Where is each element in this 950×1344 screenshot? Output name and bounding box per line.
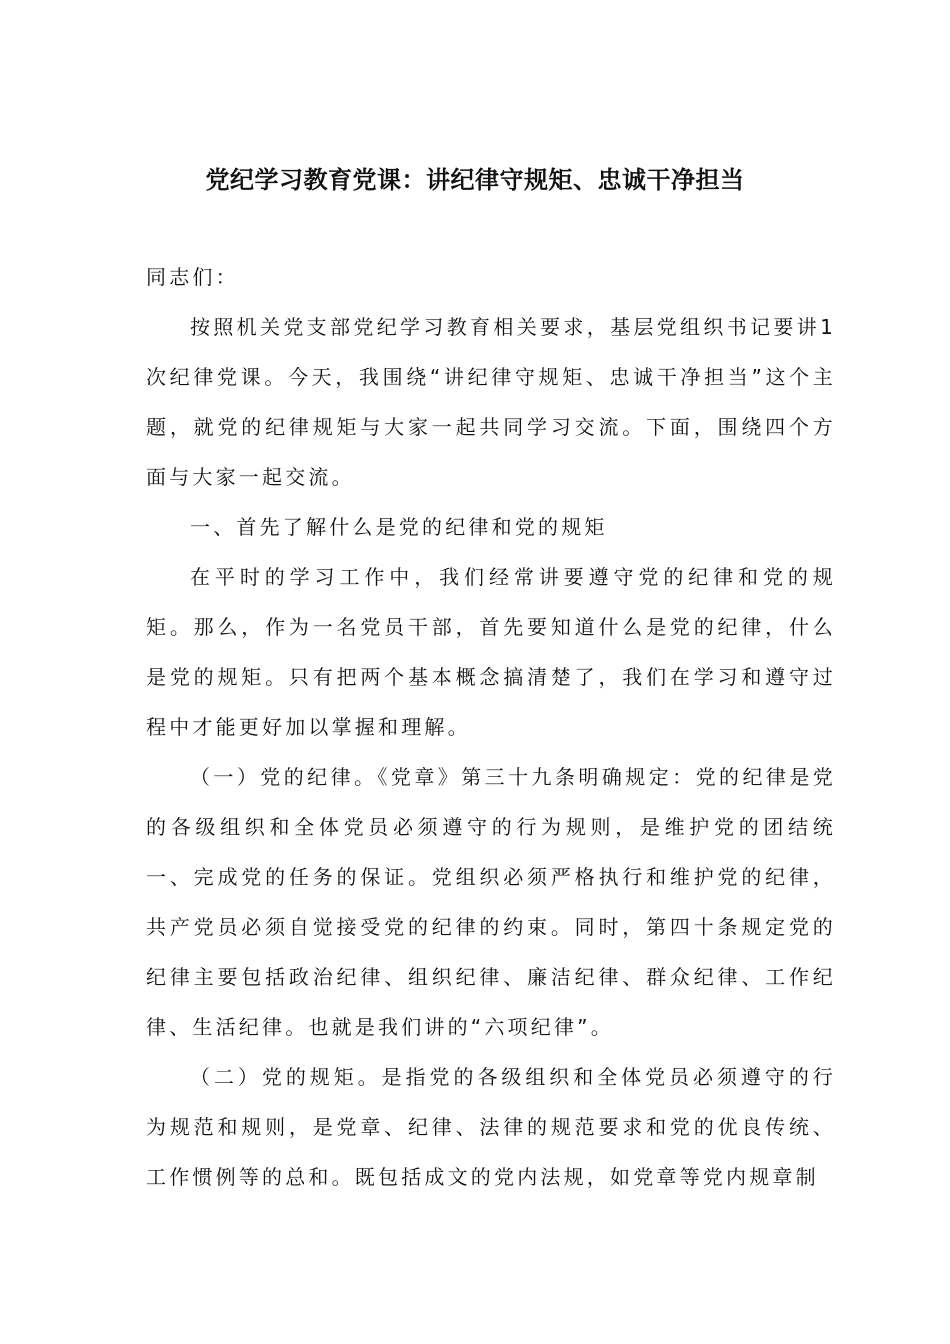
paragraph-section-1: 在平时的学习工作中，我们经常讲要遵守党的纪律和党的规矩。那么，作为一名党员干部，首先要知道什么是党的纪律，什么是党的规矩。只有把两个基本概念搞清楚了，我们在学习和遵守过程中才能更好加以掌握和理解。	[146, 565, 836, 739]
paragraph-party-discipline: （一）党的纪律。《党章》第三十九条明确规定：党的纪律是党的各级组织和全体党员必须遵守的行为规则，是维护党的团结统一、完成党的任务的保证。党组织必须严格执行和维护党的纪律，共产党员必须自觉接受党的纪律的约束。同时，第四十条规定党的纪律主要包括政治纪律、组织纪律、廉洁纪律、群众纪律、工作纪律、生活纪律。也就是我们讲的“六项纪律”。	[146, 765, 836, 1039]
paragraph-intro: 按照机关党支部党纪学习教育相关要求，基层党组织书记要讲1次纪律党课。今天，我围绕“讲纪律守规矩、忠诚干净担当”这个主题，就党的纪律规矩与大家一起共同学习交流。下面，围绕四个方面与大家一起交流。	[146, 315, 836, 489]
salutation: 同志们：	[146, 265, 239, 289]
document-body	[146, 252, 836, 1202]
document-title: 党纪学习教育党课：讲纪律守规矩、忠诚干净担当	[205, 165, 745, 194]
section-heading-1: 一、首先了解什么是党的纪律和党的规矩	[190, 515, 608, 539]
paragraph-party-rules: （二）党的规矩。是指党的各级组织和全体党员必须遵守的行为规范和规则，是党章、纪律、法律的规范要求和党的优良传统、工作惯例等的总和。既包括成文的党内法规，如党章等党内规章制	[146, 1065, 836, 1189]
